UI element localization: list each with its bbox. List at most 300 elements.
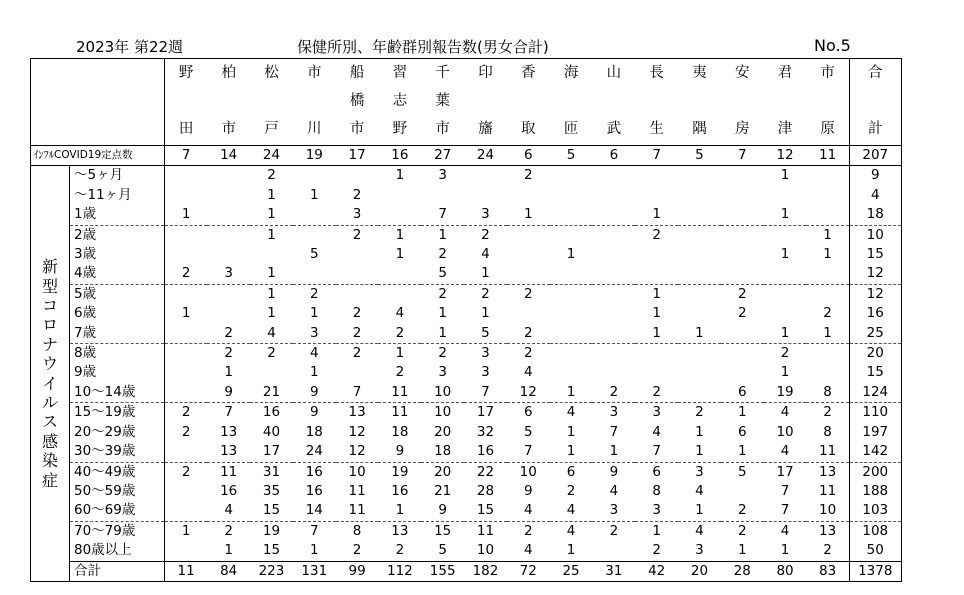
column-header-char: 取 — [521, 121, 536, 137]
cell-value: 6 — [550, 462, 593, 482]
cell-value: 4 — [678, 521, 721, 541]
column-header-char: 柏 — [221, 65, 236, 81]
cell-value: 124 — [862, 383, 889, 400]
cell-value: 1 — [737, 542, 747, 559]
cell-value: 3 — [592, 403, 635, 423]
cell-value: 10 — [507, 462, 550, 482]
cell-value: 2 — [464, 284, 507, 304]
cell-value: 13 — [336, 403, 379, 423]
cell-value: 1 — [395, 502, 405, 519]
cell-value: 8 — [806, 423, 849, 442]
age-group-label: 5歳 — [70, 284, 165, 304]
column-header-char — [850, 87, 901, 115]
cell-value: 3 — [635, 403, 678, 423]
cell-value — [592, 166, 635, 186]
cell-value: 50 — [866, 542, 884, 559]
cell-value: 19 — [378, 462, 421, 482]
cell-value: 17 — [764, 462, 807, 482]
cell-value — [592, 284, 635, 304]
table-row — [31, 205, 902, 225]
cell-value — [678, 186, 721, 205]
cell-value: 11 — [806, 442, 849, 462]
cell-value — [507, 264, 550, 284]
cell-value — [550, 186, 593, 205]
cell-value: 3 — [309, 324, 319, 341]
cell-value: 2 — [207, 521, 250, 541]
cell-value: 2 — [336, 225, 379, 245]
column-header-char: 川 — [307, 121, 322, 137]
cell-value: 1 — [378, 225, 421, 245]
cell-value: 2 — [806, 541, 849, 561]
column-header-char — [635, 87, 678, 115]
cell-value — [507, 304, 550, 323]
cell-value: 2 — [507, 521, 550, 541]
side-label-char: ス — [41, 412, 58, 432]
cell-value: 16 — [220, 482, 238, 499]
column-header-char: 市 — [349, 121, 365, 137]
cell-value: 10 — [421, 403, 464, 423]
cell-value: 1 — [780, 364, 790, 381]
cell-value: 2 — [352, 324, 362, 341]
cell-value: 3 — [609, 502, 619, 519]
cell-value — [678, 284, 721, 304]
cell-value: 2 — [421, 284, 464, 304]
cell-value: 9 — [395, 443, 405, 460]
table-row — [31, 383, 902, 403]
column-header-char: 橋 — [349, 93, 365, 109]
column-header — [507, 59, 550, 146]
cell-value: 10 — [476, 542, 495, 559]
cell-value: 1 — [635, 284, 678, 304]
cell-value — [378, 205, 421, 225]
cell-value: 12 — [866, 265, 884, 282]
cell-value: 12 — [519, 383, 537, 400]
cell-value — [592, 264, 635, 284]
cell-value — [550, 324, 593, 344]
cell-value: 2 — [806, 304, 849, 323]
cell-value — [378, 284, 421, 304]
cell-value — [550, 205, 593, 225]
cell-value — [336, 245, 379, 264]
side-label — [31, 166, 70, 582]
age-group-label: 6歳 — [70, 304, 165, 323]
column-header-char — [592, 87, 635, 115]
cell-value: 4 — [523, 542, 533, 559]
cell-value — [678, 344, 721, 364]
cell-value: 4 — [395, 305, 405, 322]
cell-value: 4 — [267, 324, 276, 341]
cell-value — [721, 264, 764, 284]
cell-value: 31 — [250, 462, 293, 482]
cell-value: 1 — [806, 245, 849, 264]
cell-value: 17 — [464, 403, 507, 423]
cell-value — [464, 186, 507, 205]
column-header-char: 夷 — [692, 65, 707, 81]
cell-value — [165, 186, 208, 205]
side-label-char: 症 — [41, 470, 58, 490]
cell-value — [550, 225, 593, 245]
total-value: 31 — [592, 561, 635, 581]
column-header-char — [207, 87, 250, 115]
cell-value: 1 — [652, 305, 661, 322]
cell-value: 9 — [870, 167, 880, 184]
side-label-char: イ — [41, 373, 58, 393]
total-value: 223 — [250, 561, 293, 581]
cell-value — [592, 225, 635, 245]
total-value: 99 — [336, 561, 379, 581]
cell-value — [378, 264, 421, 284]
cell-value: 1 — [224, 364, 233, 381]
cell-value: 12 — [348, 423, 366, 440]
column-header-char: 匝 — [563, 121, 579, 137]
cell-value: 1 — [635, 521, 678, 541]
cell-value: 11 — [348, 482, 366, 499]
cell-value — [635, 186, 678, 205]
cell-value: 3 — [695, 542, 704, 559]
cell-value: 2 — [207, 344, 250, 364]
sentinel-value: 5 — [550, 146, 593, 166]
age-group-label: 10～14歳 — [70, 383, 165, 403]
cell-value: 1 — [806, 324, 849, 344]
year-week-label: 2023年 第22週 — [76, 38, 184, 56]
cell-value: 2 — [652, 542, 661, 559]
cell-value: 5 — [721, 462, 764, 482]
cell-value: 24 — [305, 443, 323, 460]
age-group-label: 50～59歳 — [70, 482, 165, 501]
cell-value: 1 — [165, 521, 208, 541]
sentinel-label: ｲﾝﾌﾙCOVID19定点数 — [31, 146, 165, 166]
cell-value: 110 — [849, 403, 901, 423]
side-label-char: ウ — [41, 354, 58, 374]
cell-value: 10 — [336, 462, 379, 482]
total-value: 182 — [464, 561, 507, 581]
column-header — [293, 59, 336, 146]
cell-value — [550, 344, 593, 364]
cell-value: 1 — [566, 542, 576, 559]
total-row — [31, 561, 902, 581]
column-header — [378, 59, 421, 146]
column-header-char: 松 — [264, 65, 279, 81]
cell-value: 4 — [652, 423, 661, 440]
cell-value — [550, 166, 593, 186]
cell-value — [678, 245, 721, 264]
cell-value — [250, 363, 293, 382]
cell-value: 9 — [592, 462, 635, 482]
cell-value: 20 — [849, 344, 901, 364]
cell-value: 1 — [780, 246, 790, 263]
cell-value — [806, 186, 849, 205]
cell-value: 2 — [507, 344, 550, 364]
column-header-char: 戸 — [264, 121, 279, 137]
cell-value — [721, 245, 764, 264]
cell-value: 2 — [181, 265, 191, 282]
cell-value: 11 — [464, 521, 507, 541]
column-header — [336, 59, 379, 146]
cell-value: 21 — [434, 482, 452, 499]
cell-value: 1 — [309, 364, 319, 381]
cell-value — [336, 264, 379, 284]
cell-value: 13 — [220, 423, 238, 440]
cell-value: 13 — [378, 521, 421, 541]
column-header — [592, 59, 635, 146]
column-header-char — [721, 87, 764, 115]
age-group-label: 15～19歳 — [70, 403, 165, 423]
cell-value — [721, 205, 764, 225]
cell-value: 2 — [806, 403, 849, 423]
cell-value: 1 — [309, 305, 319, 322]
column-header — [207, 59, 250, 146]
total-value: 131 — [293, 561, 336, 581]
cell-value: 1 — [695, 423, 704, 440]
cell-value — [336, 363, 379, 382]
cell-value — [207, 205, 250, 225]
age-group-label: 70～79歳 — [70, 521, 165, 541]
cell-value: 1 — [395, 167, 405, 184]
cell-value: 16 — [476, 443, 495, 460]
sentinel-value: 19 — [293, 146, 336, 166]
column-header-char: 計 — [868, 121, 883, 137]
cell-value: 1 — [780, 206, 790, 223]
cell-value: 1 — [181, 206, 191, 223]
table-row — [31, 284, 902, 304]
cell-value: 108 — [849, 521, 901, 541]
cell-value — [635, 166, 678, 186]
column-header — [464, 59, 507, 146]
cell-value: 7 — [780, 482, 790, 499]
cell-value: 18 — [434, 443, 452, 460]
column-header — [806, 59, 849, 146]
cell-value — [165, 344, 208, 364]
column-header-char: 旛 — [478, 121, 493, 137]
cell-value: 11 — [806, 482, 849, 501]
table-row — [31, 442, 902, 462]
cell-value: 1 — [250, 284, 293, 304]
cell-value: 1 — [378, 344, 421, 364]
cell-value — [678, 383, 721, 403]
total-value: 28 — [721, 561, 764, 581]
cell-value — [165, 442, 208, 462]
cell-value: 4 — [224, 502, 233, 519]
cell-value: 7 — [481, 383, 490, 400]
page-number: No.5 — [814, 36, 851, 55]
age-group-label: 9歳 — [70, 363, 165, 382]
cell-value: 1 — [721, 403, 764, 423]
cell-value: 11 — [348, 502, 366, 519]
cell-value — [165, 541, 208, 561]
cell-value: 1 — [780, 542, 790, 559]
table-row — [31, 521, 902, 541]
cell-value: 6 — [737, 423, 747, 440]
table-row — [31, 482, 902, 501]
side-label-char: 感 — [41, 431, 58, 451]
column-header-char: 長 — [649, 65, 664, 81]
cell-value: 4 — [695, 482, 704, 499]
cell-value: 25 — [866, 324, 884, 341]
cell-value: 5 — [438, 265, 447, 282]
cell-value — [250, 245, 293, 264]
cell-value — [592, 324, 635, 344]
cell-value: 8 — [336, 521, 379, 541]
table-row — [31, 245, 902, 264]
cell-value — [207, 284, 250, 304]
total-value: 72 — [507, 561, 550, 581]
column-header-char — [678, 87, 721, 115]
cell-value: 2 — [352, 305, 362, 322]
cell-value — [592, 304, 635, 323]
cell-value: 2 — [352, 542, 362, 559]
cell-value — [165, 166, 208, 186]
column-header-char: 房 — [735, 121, 750, 137]
cell-value: 4 — [870, 186, 880, 203]
column-header-char — [806, 87, 848, 115]
column-header-char: 千 — [435, 65, 450, 81]
sentinel-value: 207 — [849, 146, 901, 166]
age-group-label: 8歳 — [70, 344, 165, 364]
cell-value: 3 — [481, 364, 490, 381]
cell-value: 9 — [309, 383, 319, 400]
cell-value: 6 — [737, 383, 747, 400]
cell-value: 7 — [438, 206, 447, 223]
cell-value: 1 — [566, 443, 576, 460]
cell-value: 16 — [293, 462, 336, 482]
cell-value — [764, 284, 807, 304]
column-header-char: 君 — [777, 65, 793, 81]
total-label: 合計 — [70, 561, 165, 581]
sentinel-row — [31, 146, 902, 166]
cell-value — [165, 363, 208, 382]
column-header-char: 葉 — [435, 93, 450, 109]
cell-value: 3 — [438, 364, 447, 381]
age-group-label: 30～39歳 — [70, 442, 165, 462]
cell-value: 2 — [721, 521, 764, 541]
cell-value — [550, 304, 593, 323]
cell-value: 18 — [305, 423, 323, 440]
cell-value: 14 — [305, 502, 323, 519]
cell-value: 1 — [780, 167, 790, 184]
cell-value: 2 — [678, 403, 721, 423]
cell-value: 2 — [395, 542, 405, 559]
cell-value — [764, 225, 807, 245]
age-group-label: ～11ヶ月 — [70, 186, 165, 205]
cell-value: 1 — [695, 502, 704, 519]
cell-value: 1 — [523, 206, 533, 223]
column-header-char: 原 — [820, 121, 835, 137]
cell-value: 15 — [866, 364, 884, 381]
cell-value: 15 — [421, 521, 464, 541]
sentinel-value: 14 — [207, 146, 250, 166]
cell-value: 7 — [652, 443, 661, 460]
column-header-char: 合 — [868, 65, 883, 81]
cell-value — [550, 363, 593, 382]
cell-value: 5 — [438, 542, 447, 559]
sentinel-value: 16 — [378, 146, 421, 166]
total-value: 1378 — [849, 561, 901, 581]
cell-value: 142 — [862, 443, 889, 460]
cell-value: 2 — [165, 462, 208, 482]
column-header-char — [293, 87, 336, 115]
cell-value — [378, 186, 421, 205]
cell-value — [678, 363, 721, 382]
cell-value: 3 — [481, 206, 490, 223]
cell-value: 6 — [635, 462, 678, 482]
cell-value — [293, 166, 336, 186]
cell-value — [721, 166, 764, 186]
cell-value: 1 — [267, 265, 276, 282]
column-header — [678, 59, 721, 146]
cell-value: 2 — [507, 284, 550, 304]
cell-value: 103 — [862, 502, 889, 519]
cell-value: 3 — [352, 206, 362, 223]
table-row — [31, 501, 902, 521]
column-header-char: 志 — [392, 93, 408, 109]
cell-value — [507, 186, 550, 205]
cell-value — [165, 324, 208, 344]
cell-value: 4 — [523, 364, 533, 381]
cell-value: 1 — [652, 324, 661, 341]
column-header-char: 野 — [392, 121, 408, 137]
cell-value: 3 — [224, 265, 233, 282]
cell-value: 6 — [507, 403, 550, 423]
sentinel-value: 12 — [764, 146, 807, 166]
cell-value: 18 — [866, 206, 884, 223]
cell-value — [207, 225, 250, 245]
table-row — [31, 423, 902, 442]
cell-value — [678, 166, 721, 186]
column-header-char: 武 — [606, 121, 622, 137]
cell-value: 2 — [165, 403, 208, 423]
cell-value: 4 — [764, 403, 807, 423]
column-header-char: 津 — [777, 121, 793, 137]
cell-value — [207, 245, 250, 264]
side-label-char: ロ — [41, 315, 58, 335]
cell-value — [550, 284, 593, 304]
column-header-char: 印 — [478, 65, 493, 81]
side-label-char: ナ — [41, 334, 58, 354]
cell-value — [293, 205, 336, 225]
table-row — [31, 462, 902, 482]
cell-value — [207, 304, 250, 323]
cell-value: 7 — [293, 521, 336, 541]
sentinel-value: 6 — [507, 146, 550, 166]
cell-value — [165, 482, 208, 501]
cell-value: 18 — [391, 423, 409, 440]
cell-value: 5 — [523, 423, 533, 440]
cell-value — [421, 186, 464, 205]
cell-value: 13 — [806, 521, 849, 541]
cell-value: 1 — [566, 423, 576, 440]
sentinel-value: 24 — [250, 146, 293, 166]
cell-value: 1 — [609, 443, 619, 460]
cell-value — [806, 205, 849, 225]
sentinel-value: 24 — [464, 146, 507, 166]
cell-value — [165, 284, 208, 304]
cell-value — [336, 166, 379, 186]
report-header — [0, 36, 964, 58]
cell-value — [806, 166, 849, 186]
cell-value: 1 — [566, 383, 576, 400]
cell-value: 1 — [309, 542, 319, 559]
cell-value — [764, 304, 807, 323]
side-label-char: 新 — [41, 257, 58, 277]
cell-value: 1 — [695, 443, 704, 460]
cell-value: 197 — [862, 423, 889, 440]
cell-value: 3 — [438, 167, 447, 184]
column-header-char: 田 — [178, 121, 194, 137]
column-header-char: 香 — [521, 65, 536, 81]
cell-value: 2 — [267, 167, 276, 184]
cell-value: 4 — [550, 403, 593, 423]
cell-value: 2 — [181, 423, 191, 440]
